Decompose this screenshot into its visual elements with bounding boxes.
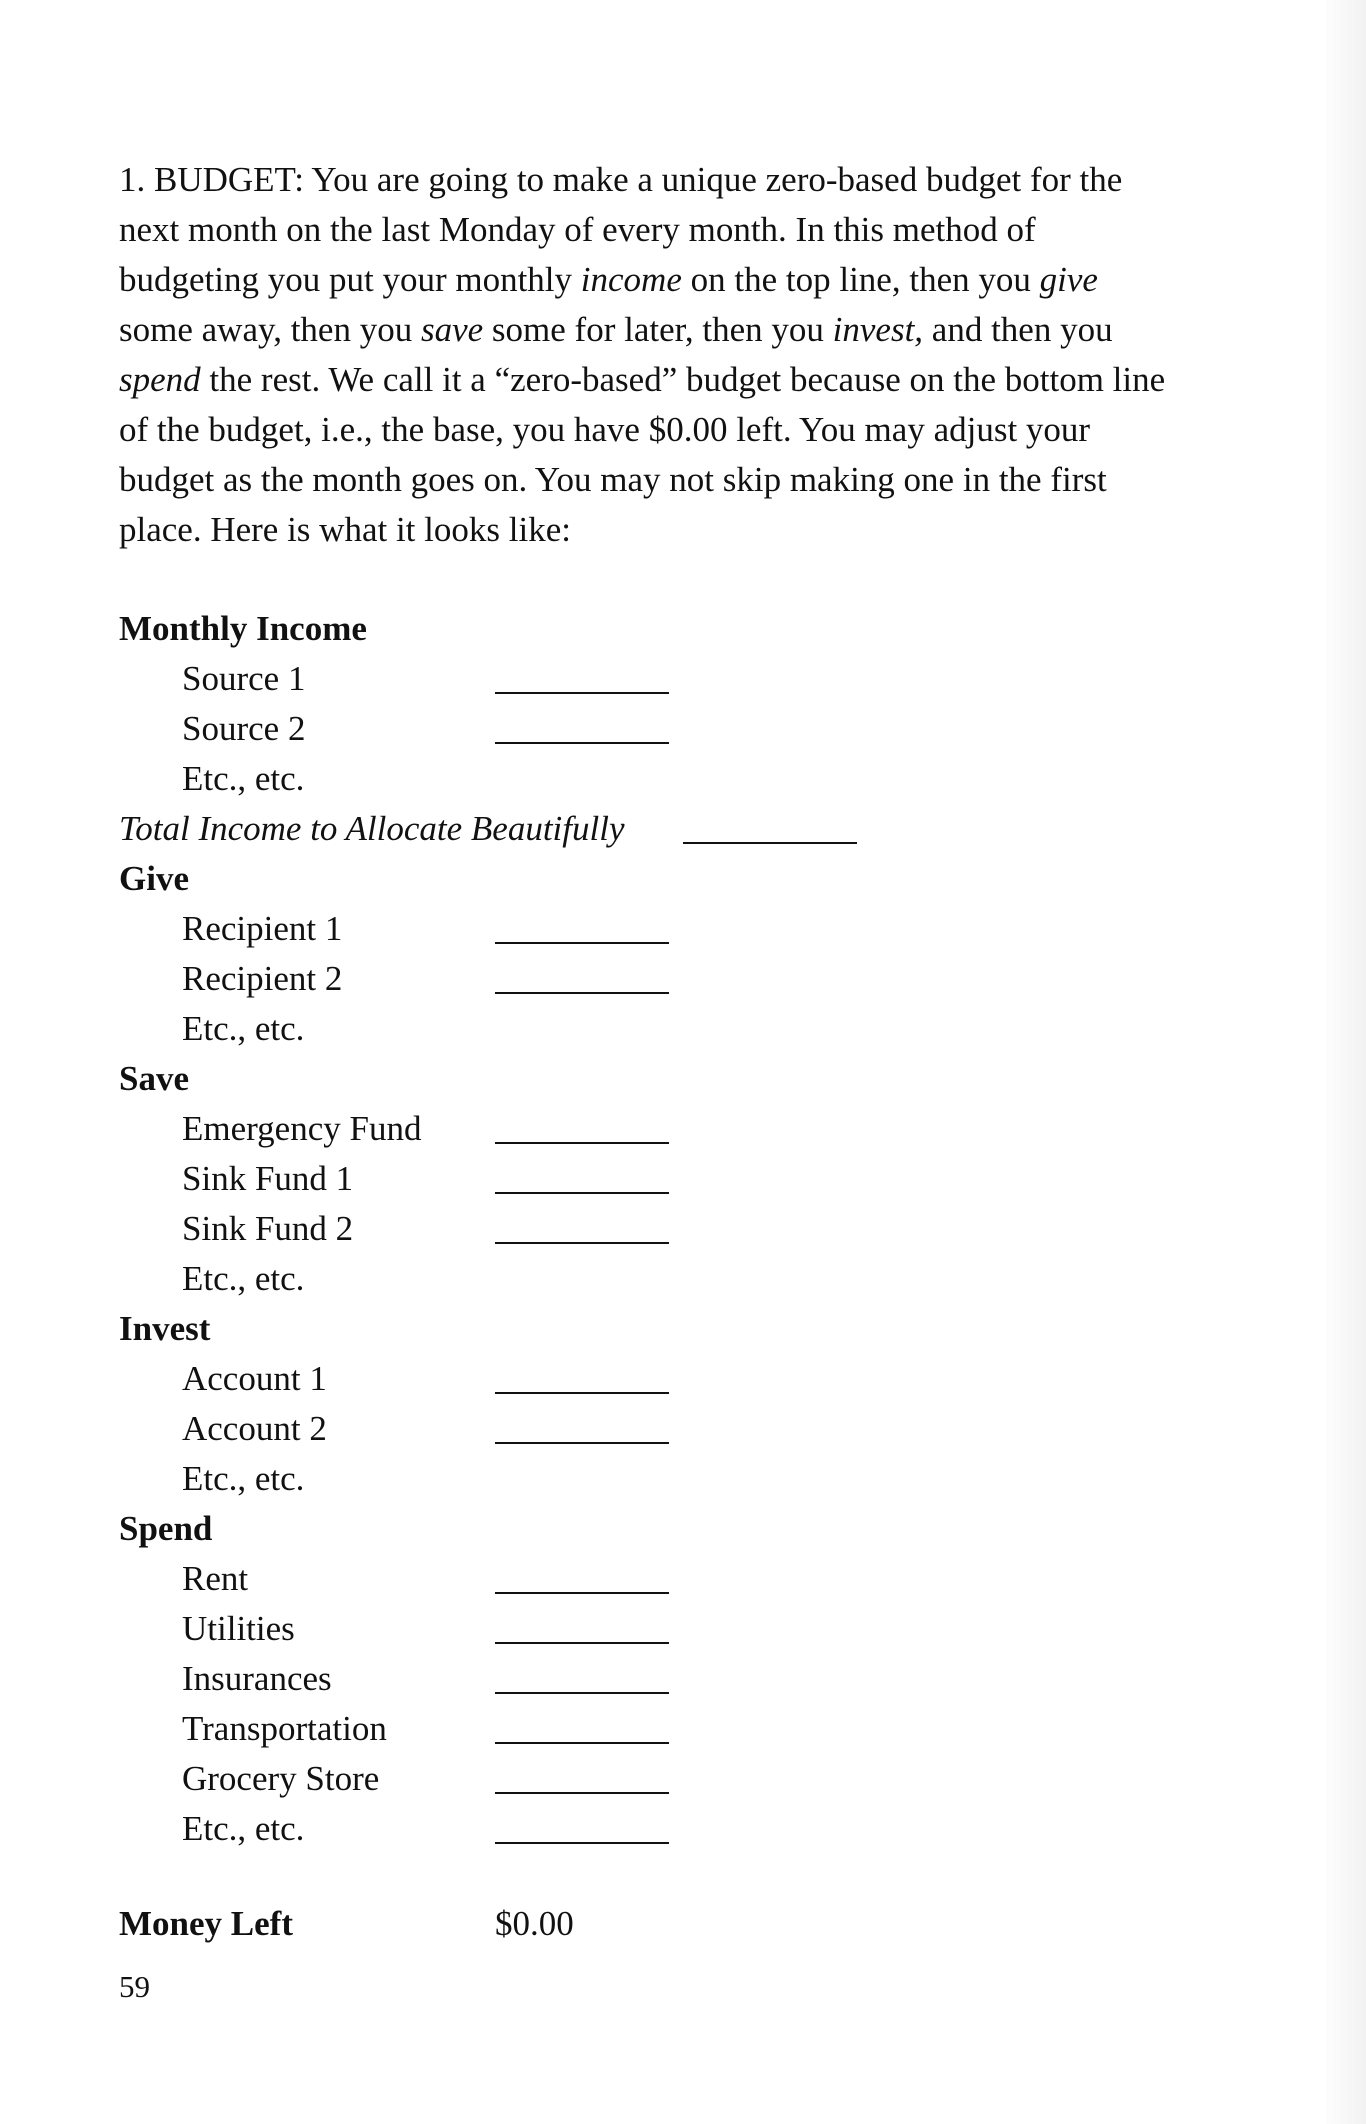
intro-text: 1. BUDGET: You are going to make a unique zero-based budget for the next month on the last Monday of every month. In this method of budgeting you put your monthly (119, 160, 1123, 299)
give-heading-row (0, 854, 1000, 904)
intro-emphasis-invest: invest, (832, 310, 924, 349)
intro-emphasis-income: income (580, 260, 682, 299)
blank-amount-line (495, 1692, 669, 1694)
blank-amount-line (495, 1192, 669, 1194)
intro-text: and then you (923, 310, 1113, 349)
line-item-label: Grocery Store (182, 1759, 380, 1798)
income-heading-row (0, 604, 1000, 654)
blank-amount-line (495, 1392, 669, 1394)
line-item-label: Source 2 (182, 709, 306, 748)
money-left-value: $0.00 (495, 1904, 574, 1943)
budget-line-item (0, 704, 1000, 754)
line-item-label: Insurances (182, 1659, 332, 1698)
line-item-label: Account 2 (182, 1409, 327, 1448)
money-left-label: Money Left (119, 1904, 293, 1943)
total-income-row (0, 804, 1000, 854)
line-item-label: Account 1 (182, 1359, 327, 1398)
money-left-row (0, 1899, 1000, 1949)
section-heading-save: Save (119, 1059, 189, 1098)
intro-text: on the top line, then you (681, 260, 1040, 299)
budget-line-item (0, 1204, 1000, 1254)
spend-heading-row (0, 1504, 1000, 1554)
blank-amount-line (495, 1742, 669, 1744)
blank-amount-line (495, 992, 669, 994)
blank-amount-line (495, 1442, 669, 1444)
budget-line-item (0, 1804, 1000, 1854)
invest-heading-row (0, 1304, 1000, 1354)
budget-line-item (0, 1104, 1000, 1154)
budget-line-item (0, 1704, 1000, 1754)
blank-amount-line (495, 742, 669, 744)
line-item-label: Etc., etc. (182, 1259, 305, 1298)
budget-line-item (0, 904, 1000, 954)
page-edge-shadow (1326, 0, 1366, 2124)
blank-amount-line (495, 1842, 669, 1844)
line-item-label: Transportation (182, 1709, 387, 1748)
blank-amount-line (495, 692, 669, 694)
intro-text: the rest. We call it a “zero-based” budget because on the bottom line of the budget, i.e., the base, you have $0.00 left. You may adjust your budget as the month goes on. You may not skip making one in the first place. Here is what it looks like: (119, 360, 1166, 549)
blank-amount-line (495, 1242, 669, 1244)
blank-amount-line (495, 1642, 669, 1644)
blank-amount-line (495, 942, 669, 944)
intro-text: some away, then you (119, 310, 421, 349)
budget-line-item (0, 1354, 1000, 1404)
blank-amount-line (683, 842, 857, 844)
section-heading-give: Give (119, 859, 189, 898)
intro-paragraph (119, 155, 1179, 555)
line-item-label: Recipient 2 (182, 959, 343, 998)
budget-line-item (0, 1754, 1000, 1804)
section-heading-monthly-income: Monthly Income (119, 609, 367, 648)
total-income-label: Total Income to Allocate Beautifully (119, 809, 625, 848)
section-heading-spend: Spend (119, 1509, 213, 1548)
line-item-label: Source 1 (182, 659, 306, 698)
budget-line-item (0, 654, 1000, 704)
blank-amount-line (495, 1792, 669, 1794)
page-number: 59 (119, 1969, 150, 2004)
budget-line-item (0, 954, 1000, 1004)
line-item-label: Rent (182, 1559, 249, 1598)
budget-line-item (0, 1454, 1000, 1504)
budget-line-item (0, 1404, 1000, 1454)
save-heading-row (0, 1054, 1000, 1104)
budget-line-item (0, 754, 1000, 804)
line-item-label: Recipient 1 (182, 909, 343, 948)
budget-line-item (0, 1254, 1000, 1304)
budget-line-item (0, 1554, 1000, 1604)
intro-emphasis-spend: spend (119, 360, 201, 399)
budget-line-item (0, 1154, 1000, 1204)
budget-line-item (0, 1654, 1000, 1704)
line-item-label: Etc., etc. (182, 1809, 305, 1848)
line-item-label: Etc., etc. (182, 759, 305, 798)
line-item-label: Emergency Fund (182, 1109, 422, 1148)
intro-emphasis-give: give (1039, 260, 1098, 299)
budget-line-item (0, 1604, 1000, 1654)
budget-line-item (0, 1004, 1000, 1054)
line-item-label: Etc., etc. (182, 1459, 305, 1498)
intro-text: some for later, then you (483, 310, 833, 349)
line-item-label: Sink Fund 1 (182, 1159, 354, 1198)
line-item-label: Utilities (182, 1609, 295, 1648)
line-item-label: Sink Fund 2 (182, 1209, 354, 1248)
blank-amount-line (495, 1592, 669, 1594)
blank-amount-line (495, 1142, 669, 1144)
section-heading-invest: Invest (119, 1309, 211, 1348)
line-item-label: Etc., etc. (182, 1009, 305, 1048)
intro-emphasis-save: save (420, 310, 484, 349)
